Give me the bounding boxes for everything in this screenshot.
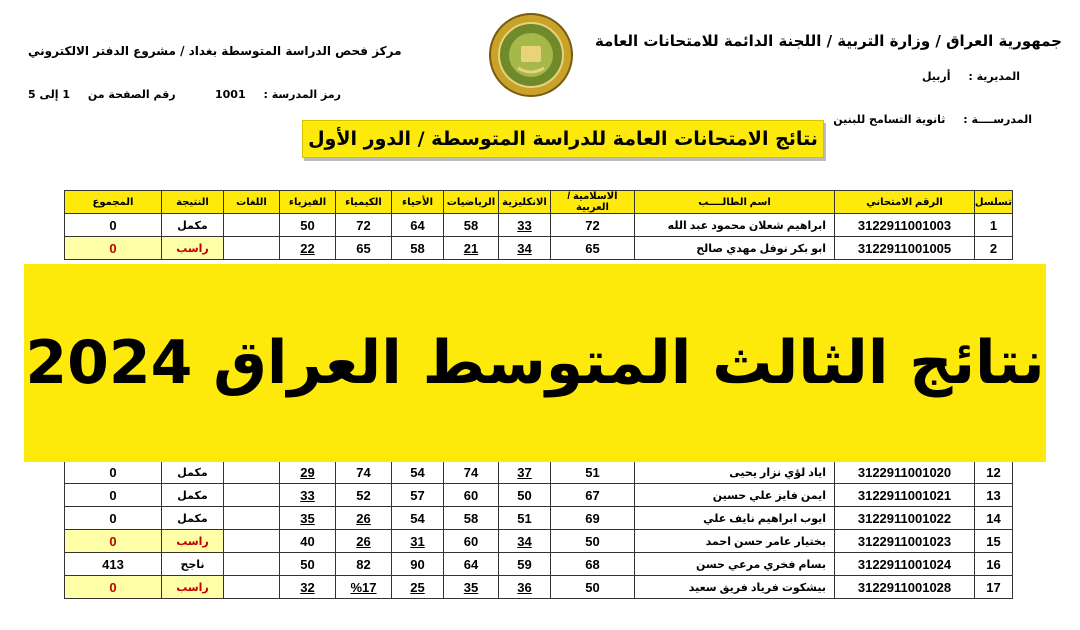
school-code-value: 1001	[215, 88, 246, 101]
physics-cell: 50	[280, 214, 336, 237]
col-islamic-arabic-header: الاسلامية / العربية	[551, 191, 635, 214]
islamic-arabic-cell: 50	[551, 530, 635, 553]
page-value: 1 إلى 5	[28, 88, 71, 101]
biology-cell: 25	[392, 576, 444, 599]
col-total-header: المجموع	[65, 191, 162, 214]
col-chemistry-header: الكيمياء	[336, 191, 392, 214]
chemistry-cell: 65	[336, 237, 392, 260]
languages-cell	[224, 484, 280, 507]
languages-cell	[224, 576, 280, 599]
student-name-cell: ابو بكر نوفل مهدي صالح	[635, 237, 835, 260]
languages-cell	[224, 507, 280, 530]
total-cell: 0	[65, 461, 162, 484]
math-cell: 58	[444, 214, 499, 237]
english-cell: 34	[499, 237, 551, 260]
chemistry-cell: 26	[336, 530, 392, 553]
result-cell: مكمل	[162, 214, 224, 237]
results-banner	[24, 264, 1046, 462]
math-cell: 74	[444, 461, 499, 484]
exam-number-cell: 3122911001023	[835, 530, 975, 553]
english-cell: 33	[499, 214, 551, 237]
chemistry-cell: %17	[336, 576, 392, 599]
chemistry-cell: 74	[336, 461, 392, 484]
languages-cell	[224, 530, 280, 553]
result-cell: راسب	[162, 576, 224, 599]
exam-number-cell: 3122911001028	[835, 576, 975, 599]
english-cell: 34	[499, 530, 551, 553]
seq-cell: 17	[975, 576, 1013, 599]
ministry-seal-icon	[488, 12, 574, 98]
total-cell: 0	[65, 530, 162, 553]
result-cell: راسب	[162, 530, 224, 553]
physics-cell: 22	[280, 237, 336, 260]
col-math-header: الرياضيات	[444, 191, 499, 214]
exam-number-cell: 3122911001024	[835, 553, 975, 576]
student-name-cell: بختيار عامر حسن احمد	[635, 530, 835, 553]
english-cell: 51	[499, 507, 551, 530]
chemistry-cell: 52	[336, 484, 392, 507]
total-cell: 0	[65, 484, 162, 507]
exam-number-cell: 3122911001020	[835, 461, 975, 484]
seq-cell: 15	[975, 530, 1013, 553]
total-cell: 0	[65, 237, 162, 260]
math-cell: 60	[444, 530, 499, 553]
student-name-cell: ابراهيم شعلان محمود عبد الله	[635, 214, 835, 237]
chemistry-cell: 72	[336, 214, 392, 237]
exam-number-cell: 3122911001022	[835, 507, 975, 530]
table-row	[65, 237, 1013, 260]
physics-cell: 50	[280, 553, 336, 576]
languages-cell	[224, 461, 280, 484]
student-name-cell: اياد لؤي نزار يحيى	[635, 461, 835, 484]
chemistry-cell: 26	[336, 507, 392, 530]
english-cell: 59	[499, 553, 551, 576]
school-row	[833, 113, 1032, 126]
student-name-cell: بيشكوت فرياد فريق سعيد	[635, 576, 835, 599]
total-cell: 0	[65, 576, 162, 599]
english-cell: 50	[499, 484, 551, 507]
col-english-header: الانكليزية	[499, 191, 551, 214]
biology-cell: 64	[392, 214, 444, 237]
math-cell: 60	[444, 484, 499, 507]
exam-number-cell: 3122911001005	[835, 237, 975, 260]
school-code-row	[215, 88, 341, 101]
table-row	[65, 530, 1013, 553]
table-row	[65, 507, 1013, 530]
physics-cell: 32	[280, 576, 336, 599]
result-cell: ناجح	[162, 553, 224, 576]
student-name-cell: بسام فخري مرعي حسن	[635, 553, 835, 576]
result-cell: مكمل	[162, 461, 224, 484]
seq-cell: 12	[975, 461, 1013, 484]
languages-cell	[224, 237, 280, 260]
result-cell: راسب	[162, 237, 224, 260]
seq-cell: 16	[975, 553, 1013, 576]
biology-cell: 90	[392, 553, 444, 576]
islamic-arabic-cell: 69	[551, 507, 635, 530]
seq-cell: 2	[975, 237, 1013, 260]
islamic-arabic-cell: 50	[551, 576, 635, 599]
result-cell: مكمل	[162, 484, 224, 507]
total-cell: 413	[65, 553, 162, 576]
biology-cell: 54	[392, 461, 444, 484]
english-cell: 36	[499, 576, 551, 599]
table-row	[65, 576, 1013, 599]
col-result-header: النتيجة	[162, 191, 224, 214]
biology-cell: 31	[392, 530, 444, 553]
exam-number-cell: 3122911001021	[835, 484, 975, 507]
col-seq-header: تسلسل	[975, 191, 1013, 214]
col-physics-header: الفيزياء	[280, 191, 336, 214]
islamic-arabic-cell: 67	[551, 484, 635, 507]
result-cell: مكمل	[162, 507, 224, 530]
physics-cell: 33	[280, 484, 336, 507]
languages-cell	[224, 553, 280, 576]
english-cell: 37	[499, 461, 551, 484]
directorate-value: أربيل	[921, 70, 951, 83]
school-value: ثانوية التسامح للبنين	[833, 113, 946, 126]
seq-cell: 13	[975, 484, 1013, 507]
math-cell: 21	[444, 237, 499, 260]
school-label: المدرســــة :	[963, 113, 1032, 126]
islamic-arabic-cell: 68	[551, 553, 635, 576]
directorate-label: المديرية :	[968, 70, 1020, 83]
table-row	[65, 553, 1013, 576]
islamic-arabic-cell: 65	[551, 237, 635, 260]
col-biology-header: الأحياء	[392, 191, 444, 214]
seq-cell: 1	[975, 214, 1013, 237]
table-header-row	[65, 191, 1013, 214]
physics-cell: 40	[280, 530, 336, 553]
physics-cell: 35	[280, 507, 336, 530]
physics-cell: 29	[280, 461, 336, 484]
ministry-title: جمهورية العراق / وزارة التربية / اللجنة الدائمة للامتحانات العامة	[594, 32, 1062, 50]
banner-title: نتائج الثالث المتوسط العراق 2024	[25, 328, 1045, 398]
table-row	[65, 214, 1013, 237]
islamic-arabic-cell: 51	[551, 461, 635, 484]
chemistry-cell: 82	[336, 553, 392, 576]
table-row	[65, 484, 1013, 507]
page-label: رقم الصفحة من	[87, 88, 176, 101]
table-row	[65, 461, 1013, 484]
page-number-row	[28, 88, 176, 101]
exam-number-cell: 3122911001003	[835, 214, 975, 237]
col-exam-number-header: الرقم الامتحاني	[835, 191, 975, 214]
col-student-name-header: اسم الطالــــب	[635, 191, 835, 214]
exam-center-title: مركز فحص الدراسة المتوسطة بغداد / مشروع الدفتر الالكتروني	[28, 44, 402, 58]
biology-cell: 58	[392, 237, 444, 260]
student-name-cell: ايوب ابراهيم نايف علي	[635, 507, 835, 530]
exam-results-subtitle: نتائج الامتحانات العامة للدراسة المتوسطة / الدور الأول	[302, 120, 824, 158]
seq-cell: 14	[975, 507, 1013, 530]
islamic-arabic-cell: 72	[551, 214, 635, 237]
student-name-cell: ايمن فايز علي حسين	[635, 484, 835, 507]
languages-cell	[224, 214, 280, 237]
school-code-label: رمز المدرسة :	[263, 88, 341, 101]
math-cell: 58	[444, 507, 499, 530]
directorate-row	[922, 70, 1020, 83]
total-cell: 0	[65, 214, 162, 237]
math-cell: 64	[444, 553, 499, 576]
col-languages-header: اللغات	[224, 191, 280, 214]
total-cell: 0	[65, 507, 162, 530]
math-cell: 35	[444, 576, 499, 599]
biology-cell: 57	[392, 484, 444, 507]
biology-cell: 54	[392, 507, 444, 530]
